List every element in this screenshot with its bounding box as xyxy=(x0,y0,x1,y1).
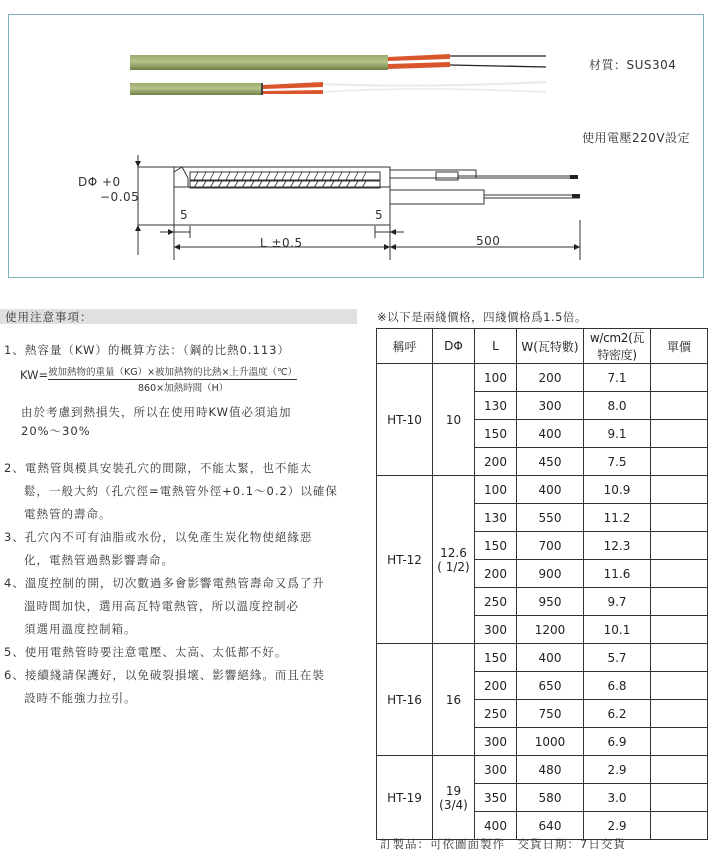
watts-cell: 700 xyxy=(517,532,584,560)
price-cell xyxy=(651,588,708,616)
watts-cell: 750 xyxy=(517,700,584,728)
length-cell: 300 xyxy=(475,756,517,784)
diameter-value: 12.6 xyxy=(440,545,467,560)
note-2-line-2: 鬆，一般大約（孔穴徑=電熱管外徑+0.1～0.2）以確保 xyxy=(24,484,338,498)
header-name: 稱呼 xyxy=(377,329,433,364)
watts-cell: 480 xyxy=(517,756,584,784)
watts-cell: 950 xyxy=(517,588,584,616)
formula-denominator: 860×加熱時間（H） xyxy=(138,383,229,394)
note-2-line-3: 電熱管的壽命。 xyxy=(24,507,112,521)
length-cell: 400 xyxy=(475,812,517,840)
length-cell: 250 xyxy=(475,700,517,728)
price-cell xyxy=(651,700,708,728)
header-watts: W(瓦特數) xyxy=(517,329,584,364)
diameter-cell xyxy=(433,756,475,840)
density-cell: 11.2 xyxy=(584,504,651,532)
note-4-line-2: 溫時間加快，選用高瓦特電熱管，所以溫度控制必 xyxy=(24,599,299,613)
density-cell: 2.9 xyxy=(584,812,651,840)
watts-cell: 1200 xyxy=(517,616,584,644)
note-6-line-1: 6、接續綫請保護好，以免破裂損壞、影響絕緣。而且在裝 xyxy=(4,668,325,682)
watts-cell: 640 xyxy=(517,812,584,840)
watts-cell: 650 xyxy=(517,672,584,700)
length-cell: 350 xyxy=(475,784,517,812)
watts-cell: 1000 xyxy=(517,728,584,756)
dim-lead-length-label: 500 xyxy=(476,234,501,248)
note-3-line-2: 化，電熱管過熱影響壽命。 xyxy=(24,553,174,567)
watts-cell: 400 xyxy=(517,420,584,448)
material-label: 材質：SUS304 xyxy=(589,58,677,72)
formula-numerator: 被加熱物的重量（KG）×被加熱物的比熱×上升溫度（℃） xyxy=(48,367,298,378)
note-1-line-2: 20%～30% xyxy=(21,424,91,438)
watts-cell: 550 xyxy=(517,504,584,532)
length-cell: 130 xyxy=(475,504,517,532)
density-cell: 8.0 xyxy=(584,392,651,420)
length-cell: 100 xyxy=(475,476,517,504)
technical-drawing xyxy=(130,150,590,260)
length-cell: 150 xyxy=(475,420,517,448)
price-cell xyxy=(651,644,708,672)
note-4-line-3: 須選用溫度控制箱。 xyxy=(24,622,137,636)
price-cell xyxy=(651,392,708,420)
diameter-cell: 16 xyxy=(433,644,475,756)
price-cell xyxy=(651,364,708,392)
header-diameter: DΦ xyxy=(433,329,475,364)
watts-cell: 300 xyxy=(517,392,584,420)
heater-photo xyxy=(120,40,560,100)
price-cell xyxy=(651,560,708,588)
length-cell: 300 xyxy=(475,728,517,756)
density-cell: 10.9 xyxy=(584,476,651,504)
length-cell: 250 xyxy=(475,588,517,616)
note-1-heading: 1、熱容量（KW）的概算方法：（鋼的比熱0.113） xyxy=(4,343,290,357)
price-cell xyxy=(651,812,708,840)
density-cell: 6.9 xyxy=(584,728,651,756)
model-cell: HT-19 xyxy=(377,756,433,840)
price-cell xyxy=(651,784,708,812)
model-cell: HT-10 xyxy=(377,364,433,476)
note-3-line-1: 3、孔穴內不可有油脂或水份，以免產生炭化物使絕緣惡 xyxy=(4,530,313,544)
watts-cell: 400 xyxy=(517,644,584,672)
dim-right-offset: 5 xyxy=(375,208,384,222)
length-cell: 150 xyxy=(475,532,517,560)
density-cell: 9.7 xyxy=(584,588,651,616)
table-row xyxy=(377,756,708,784)
dim-left-offset: 5 xyxy=(180,208,189,222)
dim-length-label: L ±0.5 xyxy=(260,236,303,250)
voltage-label: 使用電壓220V設定 xyxy=(582,131,691,145)
length-cell: 200 xyxy=(475,448,517,476)
density-cell: 7.1 xyxy=(584,364,651,392)
note-4-line-1: 4、溫度控制的開，切次數過多會影響電熱管壽命又爲了升 xyxy=(4,576,325,590)
price-cell xyxy=(651,420,708,448)
diameter-cell xyxy=(433,476,475,644)
density-cell: 3.0 xyxy=(584,784,651,812)
header-price: 單價 xyxy=(651,329,708,364)
price-cell xyxy=(651,504,708,532)
header-length: L xyxy=(475,329,517,364)
diameter-inch: (3/4) xyxy=(439,797,468,812)
note-2-line-1: 2、電熱管與模具安裝孔穴的間隙，不能太緊，也不能太 xyxy=(4,461,313,475)
density-cell: 9.1 xyxy=(584,420,651,448)
density-cell: 6.2 xyxy=(584,700,651,728)
table-header-row xyxy=(377,329,708,364)
watts-cell: 450 xyxy=(517,448,584,476)
price-cell xyxy=(651,448,708,476)
watts-cell: 580 xyxy=(517,784,584,812)
density-cell: 2.9 xyxy=(584,756,651,784)
formula-lhs: KW= xyxy=(20,368,49,382)
price-cell xyxy=(651,532,708,560)
density-cell: 7.5 xyxy=(584,448,651,476)
density-cell: 11.6 xyxy=(584,560,651,588)
model-cell: HT-12 xyxy=(377,476,433,644)
long-heater-sheath xyxy=(130,55,388,70)
note-6-line-2: 設時不能強力拉引。 xyxy=(24,691,137,705)
density-cell: 12.3 xyxy=(584,532,651,560)
dim-diameter-label: DΦ +0 xyxy=(78,175,121,189)
dim-tolerance-label: −0.05 xyxy=(100,190,140,204)
short-heater-sheath xyxy=(130,83,262,95)
density-cell: 10.1 xyxy=(584,616,651,644)
price-cell xyxy=(651,672,708,700)
watts-cell: 400 xyxy=(517,476,584,504)
spec-table xyxy=(376,328,708,840)
note-5-line-1: 5、使用電熱管時要注意電壓、太高、太低都不好。 xyxy=(4,645,288,659)
length-cell: 100 xyxy=(475,364,517,392)
watts-cell: 200 xyxy=(517,364,584,392)
header-density: w/cm2(瓦特密度) xyxy=(584,329,651,364)
table-note: ※以下是兩綫價格，四綫價格爲1.5倍。 xyxy=(377,310,587,324)
notes-header-bar xyxy=(0,309,357,324)
length-cell: 150 xyxy=(475,644,517,672)
density-cell: 5.7 xyxy=(584,644,651,672)
length-cell: 200 xyxy=(475,672,517,700)
diameter-inch: ( 1/2) xyxy=(437,559,470,574)
length-cell: 200 xyxy=(475,560,517,588)
table-row xyxy=(377,364,708,392)
order-footer-note: 訂製品：可依圖面製作 交貨日期：7日交貨 xyxy=(380,837,626,851)
price-cell xyxy=(651,728,708,756)
price-cell xyxy=(651,476,708,504)
density-cell: 6.8 xyxy=(584,672,651,700)
length-cell: 300 xyxy=(475,616,517,644)
note-1-line-1: 由於考慮到熱損失，所以在使用時KW值必須追加 xyxy=(21,405,292,419)
table-row xyxy=(377,644,708,672)
table-row xyxy=(377,476,708,504)
length-cell: 130 xyxy=(475,392,517,420)
watts-cell: 900 xyxy=(517,560,584,588)
notes-title: 使用注意事項： xyxy=(5,310,93,324)
diameter-value: 19 xyxy=(445,783,462,798)
diameter-cell: 10 xyxy=(433,364,475,476)
price-cell xyxy=(651,756,708,784)
model-cell: HT-16 xyxy=(377,644,433,756)
price-cell xyxy=(651,616,708,644)
